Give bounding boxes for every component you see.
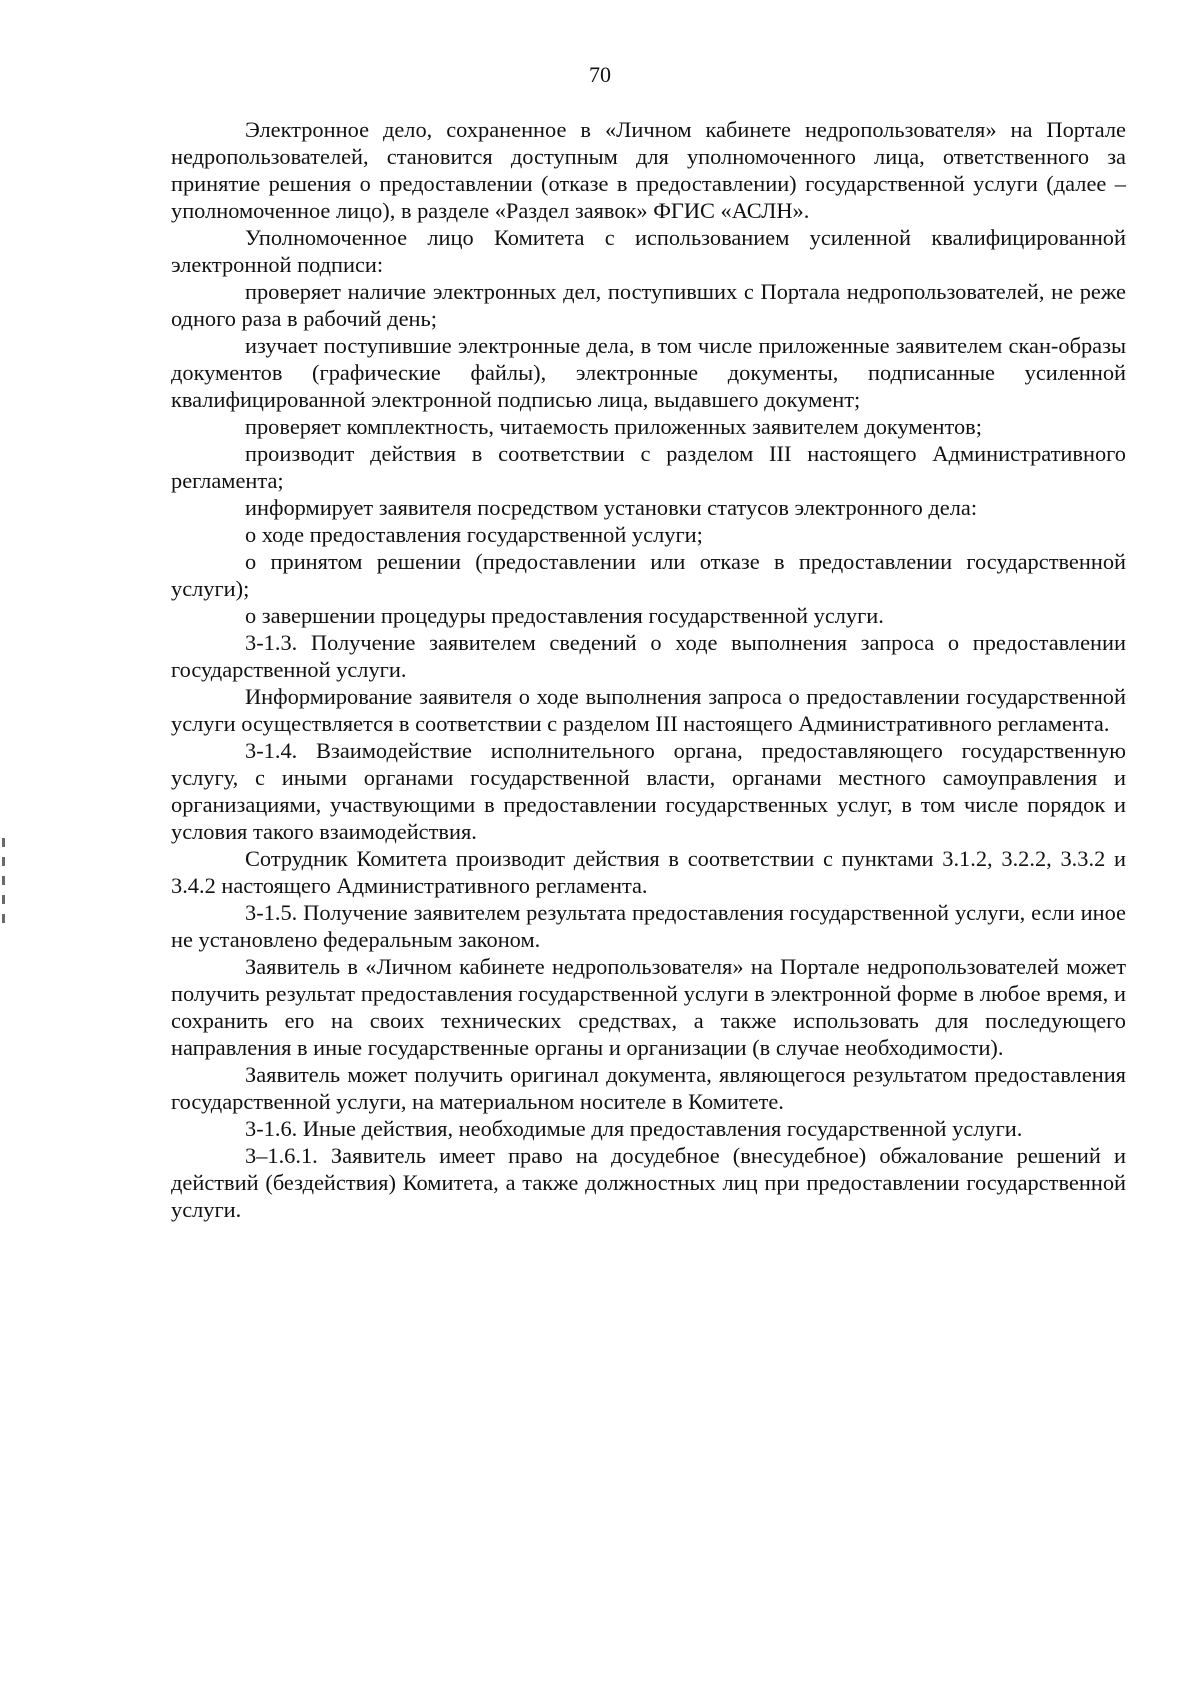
- paragraph: Сотрудник Комитета производит действия в соответствии с пунктами 3.1.2, 3.2.2, 3.3.2 и 3.4.2 настоящего Административного регламента.: [171, 846, 1126, 898]
- paragraph: информирует заявителя посредством установки статусов электронного дела:: [245, 495, 978, 520]
- page-number: 70: [589, 62, 611, 87]
- paragraph: о ходе предоставления государственной услуги;: [245, 522, 703, 547]
- section-heading-3-1-6-1: 3–1.6.1. Заявитель имеет право на досудебное (внесудебное) обжалование решений и действий (бездействия) Комитета, а также должностных лиц при предоставлении государственной услуги.: [171, 1143, 1126, 1222]
- paragraph: изучает поступившие электронные дела, в том числе приложенные заявителем скан-образы документов (графические файлы), электронные документы, подписанные усиленной квалифицированной электронной подписью лица, выдавшего документ;: [171, 333, 1126, 412]
- paragraph: Электронное дело, сохраненное в «Личном кабинете недропользователя» на Портале недропользователей, становится доступным для уполномоченного лица, ответственного за принятие решения о предоставлении (отказе в предоставлении) государственной услуги (далее – уполномоченное лицо), в разделе «Раздел заявок» ФГИС «АСЛН».: [171, 117, 1126, 223]
- body-text: [171, 116, 1126, 1223]
- paragraph: производит действия в соответствии с разделом III настоящего Административного регламента;: [171, 441, 1126, 493]
- scan-margin-mark: [2, 838, 5, 924]
- paragraph: Уполномоченное лицо Комитета с использованием усиленной квалифицированной электронной подписи:: [171, 225, 1126, 277]
- paragraph: проверяет комплектность, читаемость приложенных заявителем документов;: [245, 414, 982, 439]
- section-heading-3-1-4: 3-1.4. Взаимодействие исполнительного органа, предоставляющего государственную услугу, с иными органами государственной власти, органами местного самоуправления и организациями, участвующими в предоставлении государственных услуг, в том числе порядок и условия такого взаимодействия.: [171, 738, 1126, 844]
- section-heading-3-1-5: 3-1.5. Получение заявителем результата предоставления государственной услуги, если иное не установлено федеральным законом.: [171, 900, 1126, 952]
- paragraph: о завершении процедуры предоставления государственной услуги.: [245, 603, 884, 628]
- paragraph: Заявитель в «Личном кабинете недропользователя» на Портале недропользователей может получить результат предоставления государственной услуги в электронной форме в любое время, и сохранить его на своих технических средствах, а также использовать для последующего направления в иные государственные органы и организации (в случае необходимости).: [171, 954, 1126, 1060]
- paragraph: о принятом решении (предоставлении или отказе в предоставлении государственной услуги);: [171, 549, 1126, 601]
- section-heading-3-1-6: 3-1.6. Иные действия, необходимые для предоставления государственной услуги.: [245, 1116, 1023, 1141]
- paragraph: проверяет наличие электронных дел, поступивших с Портала недропользователей, не реже одного раза в рабочий день;: [171, 279, 1126, 331]
- paragraph: Заявитель может получить оригинал документа, являющегося результатом предоставления государственной услуги, на материальном носителе в Комитете.: [171, 1062, 1126, 1114]
- section-heading-3-1-3: 3-1.3. Получение заявителем сведений о ходе выполнения запроса о предоставлении государственной услуги.: [171, 630, 1126, 682]
- paragraph: Информирование заявителя о ходе выполнения запроса о предоставлении государственной услуги осуществляется в соответствии с разделом III настоящего Административного регламента.: [171, 684, 1126, 736]
